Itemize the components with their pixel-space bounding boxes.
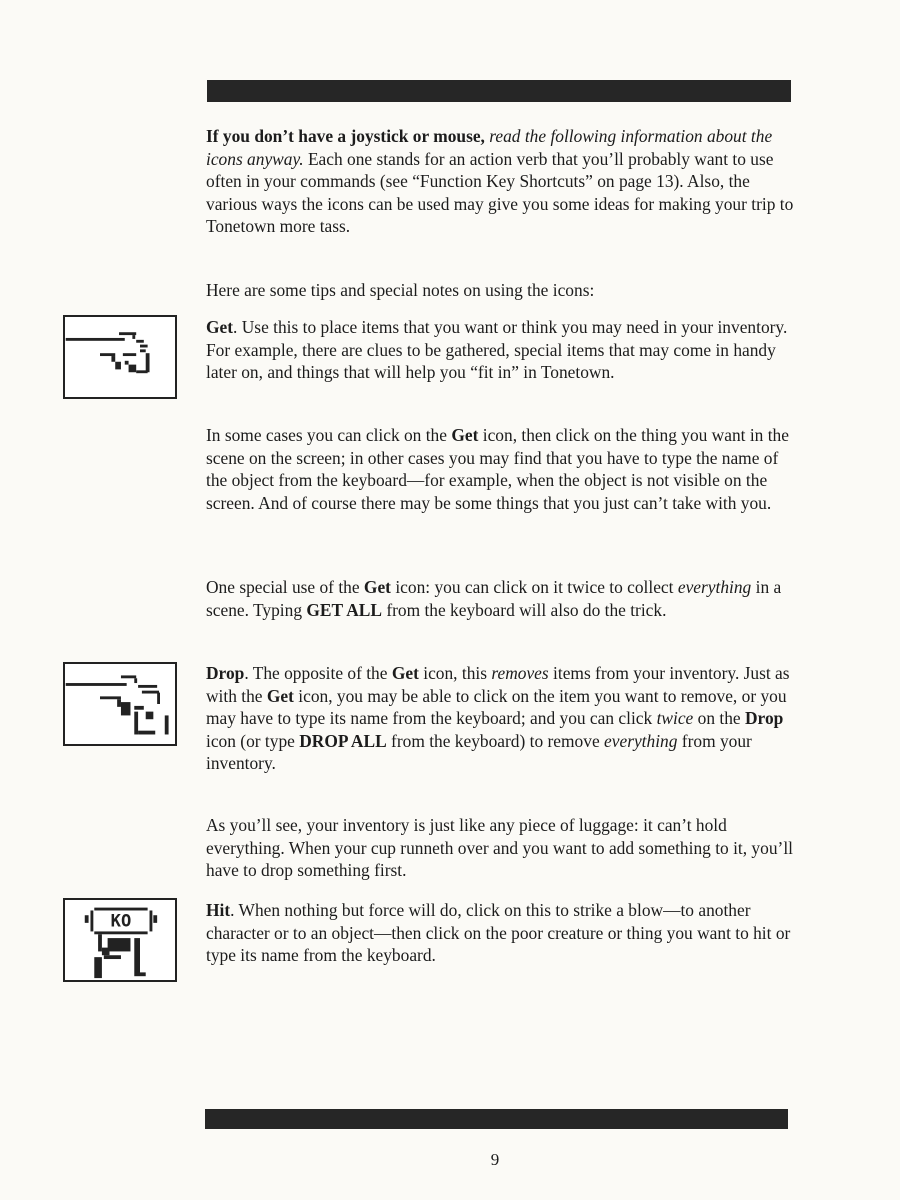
luggage-paragraph: As you’ll see, your inventory is just like any piece of luggage: it can’t hold everything. When your cup runneth over and you want to add something to it, you’ll have to drop something first. xyxy=(206,815,793,881)
drop-title: Drop xyxy=(206,663,245,683)
intro-bold: If you don’t have a joystick or mouse, xyxy=(206,126,485,146)
hit-icon xyxy=(63,898,177,982)
hit-body: . When nothing but force will do, click on this to strike a blow—to another character or to an object—then click on the poor creature or thing you want to hit or type its name from the keyboard. xyxy=(206,900,791,966)
hit-section xyxy=(206,899,796,967)
page-number: 9 xyxy=(490,1150,500,1169)
get-title: Get xyxy=(206,317,234,337)
intro-paragraph xyxy=(206,125,796,238)
intro-text: Each one stands for an action verb that you’ll probably want to use often in your commands (see “Function Key Shortcuts” on page 13). Also, the various ways the icons can be used may give you some ideas for making your trip to Tonetown more tass. xyxy=(206,148,794,237)
get-all-paragraph: One special use of the Get icon: you can click on it twice to collect everything in a scene. Typing GET ALL from the keyboard will also do the trick. xyxy=(206,577,782,620)
top-rule-bar xyxy=(207,80,791,102)
tips-intro xyxy=(206,279,796,302)
hit-title: Hit xyxy=(206,900,231,920)
bottom-rule-bar xyxy=(205,1109,788,1129)
tips-text: Here are some tips and special notes on using the icons: xyxy=(206,280,595,300)
get-click-paragraph: In some cases you can click on the Get icon, then click on the thing you want in the scene on the screen; in other cases you may find that you have to type the name of the object from the keyboard—for example, when the object is not visible on the screen. And of course there may be some things that you just can’t take with you. xyxy=(206,425,789,513)
get-body: . Use this to place items that you want or think you may need in your inventory. For example, there are clues to be gathered, special items that may come in handy later on, and things that will help you “fit in” in Tonetown. xyxy=(206,317,788,383)
get-icon xyxy=(63,315,177,399)
get-section xyxy=(206,316,796,384)
intro-italic: read the following information about the icons anyway. xyxy=(206,126,773,169)
drop-icon xyxy=(63,662,177,746)
drop-section: Drop. The opposite of the Get icon, this removes items from your inventory. Just as with the Get icon, you may be able to click on the item you want to remove, or you may have to type its name from the keyboard; and you can click twice on the Drop icon (or type DROP ALL from the keyboard) to remove everything from your inventory. xyxy=(206,663,790,774)
hit-icon-label: KO xyxy=(110,911,132,932)
